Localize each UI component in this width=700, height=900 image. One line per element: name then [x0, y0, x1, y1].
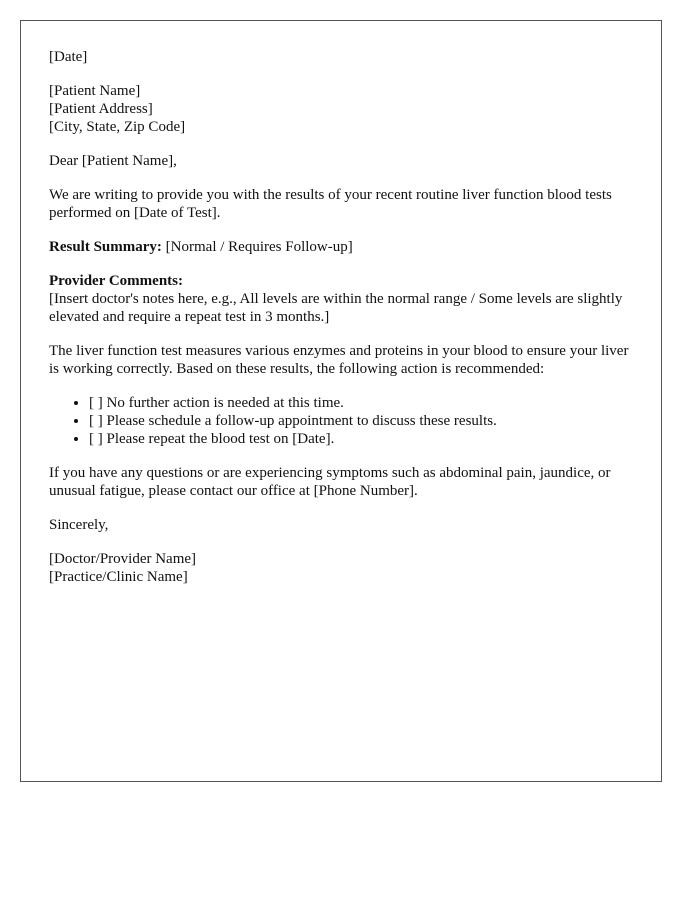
action-item-no-further-action: • [ ] No further action is needed at this time. — [89, 394, 633, 412]
result-summary-label: Result Summary: — [49, 239, 162, 255]
provider-name: [Doctor/Provider Name] — [49, 551, 197, 567]
letter-date: [Date] — [49, 49, 88, 65]
explanation-paragraph: The liver function test measures various enzymes and proteins in your blood to ensure your liver is working correctly. Based on these results, the following action is recommended: — [49, 343, 629, 377]
result-summary-value: [Normal / Requires Follow-up] — [165, 239, 353, 255]
result-summary — [49, 238, 633, 256]
letter-document — [20, 20, 662, 782]
contact-paragraph: If you have any questions or are experiencing symptoms such as abdominal pain, jaundice, or unusual fatigue, please contact our office at [Phone Number]. — [49, 465, 611, 499]
salutation: Dear [Patient Name], — [49, 153, 177, 169]
provider-comments-label: Provider Comments: — [49, 273, 184, 289]
intro-paragraph: We are writing to provide you with the results of your recent routine liver function blood tests performed on [Date of Test]. — [49, 187, 612, 221]
provider-comments — [49, 272, 633, 326]
signature-block — [49, 550, 633, 586]
action-list — [49, 394, 633, 448]
patient-city-state-zip: [City, State, Zip Code] — [49, 119, 186, 135]
action-item-schedule-follow-up: • [ ] Please schedule a follow-up appointment to discuss these results. — [89, 412, 633, 430]
practice-name: [Practice/Clinic Name] — [49, 569, 188, 585]
patient-name: [Patient Name] — [49, 83, 141, 99]
action-item-repeat-test: • [ ] Please repeat the blood test on [Date]. — [89, 430, 633, 448]
provider-comments-text: [Insert doctor's notes here, e.g., All levels are within the normal range / Some levels are slightly elevated and require a repeat test in 3 months.] — [49, 291, 623, 325]
recipient-address-block — [49, 82, 633, 136]
closing: Sincerely, — [49, 517, 109, 533]
patient-address: [Patient Address] — [49, 101, 153, 117]
